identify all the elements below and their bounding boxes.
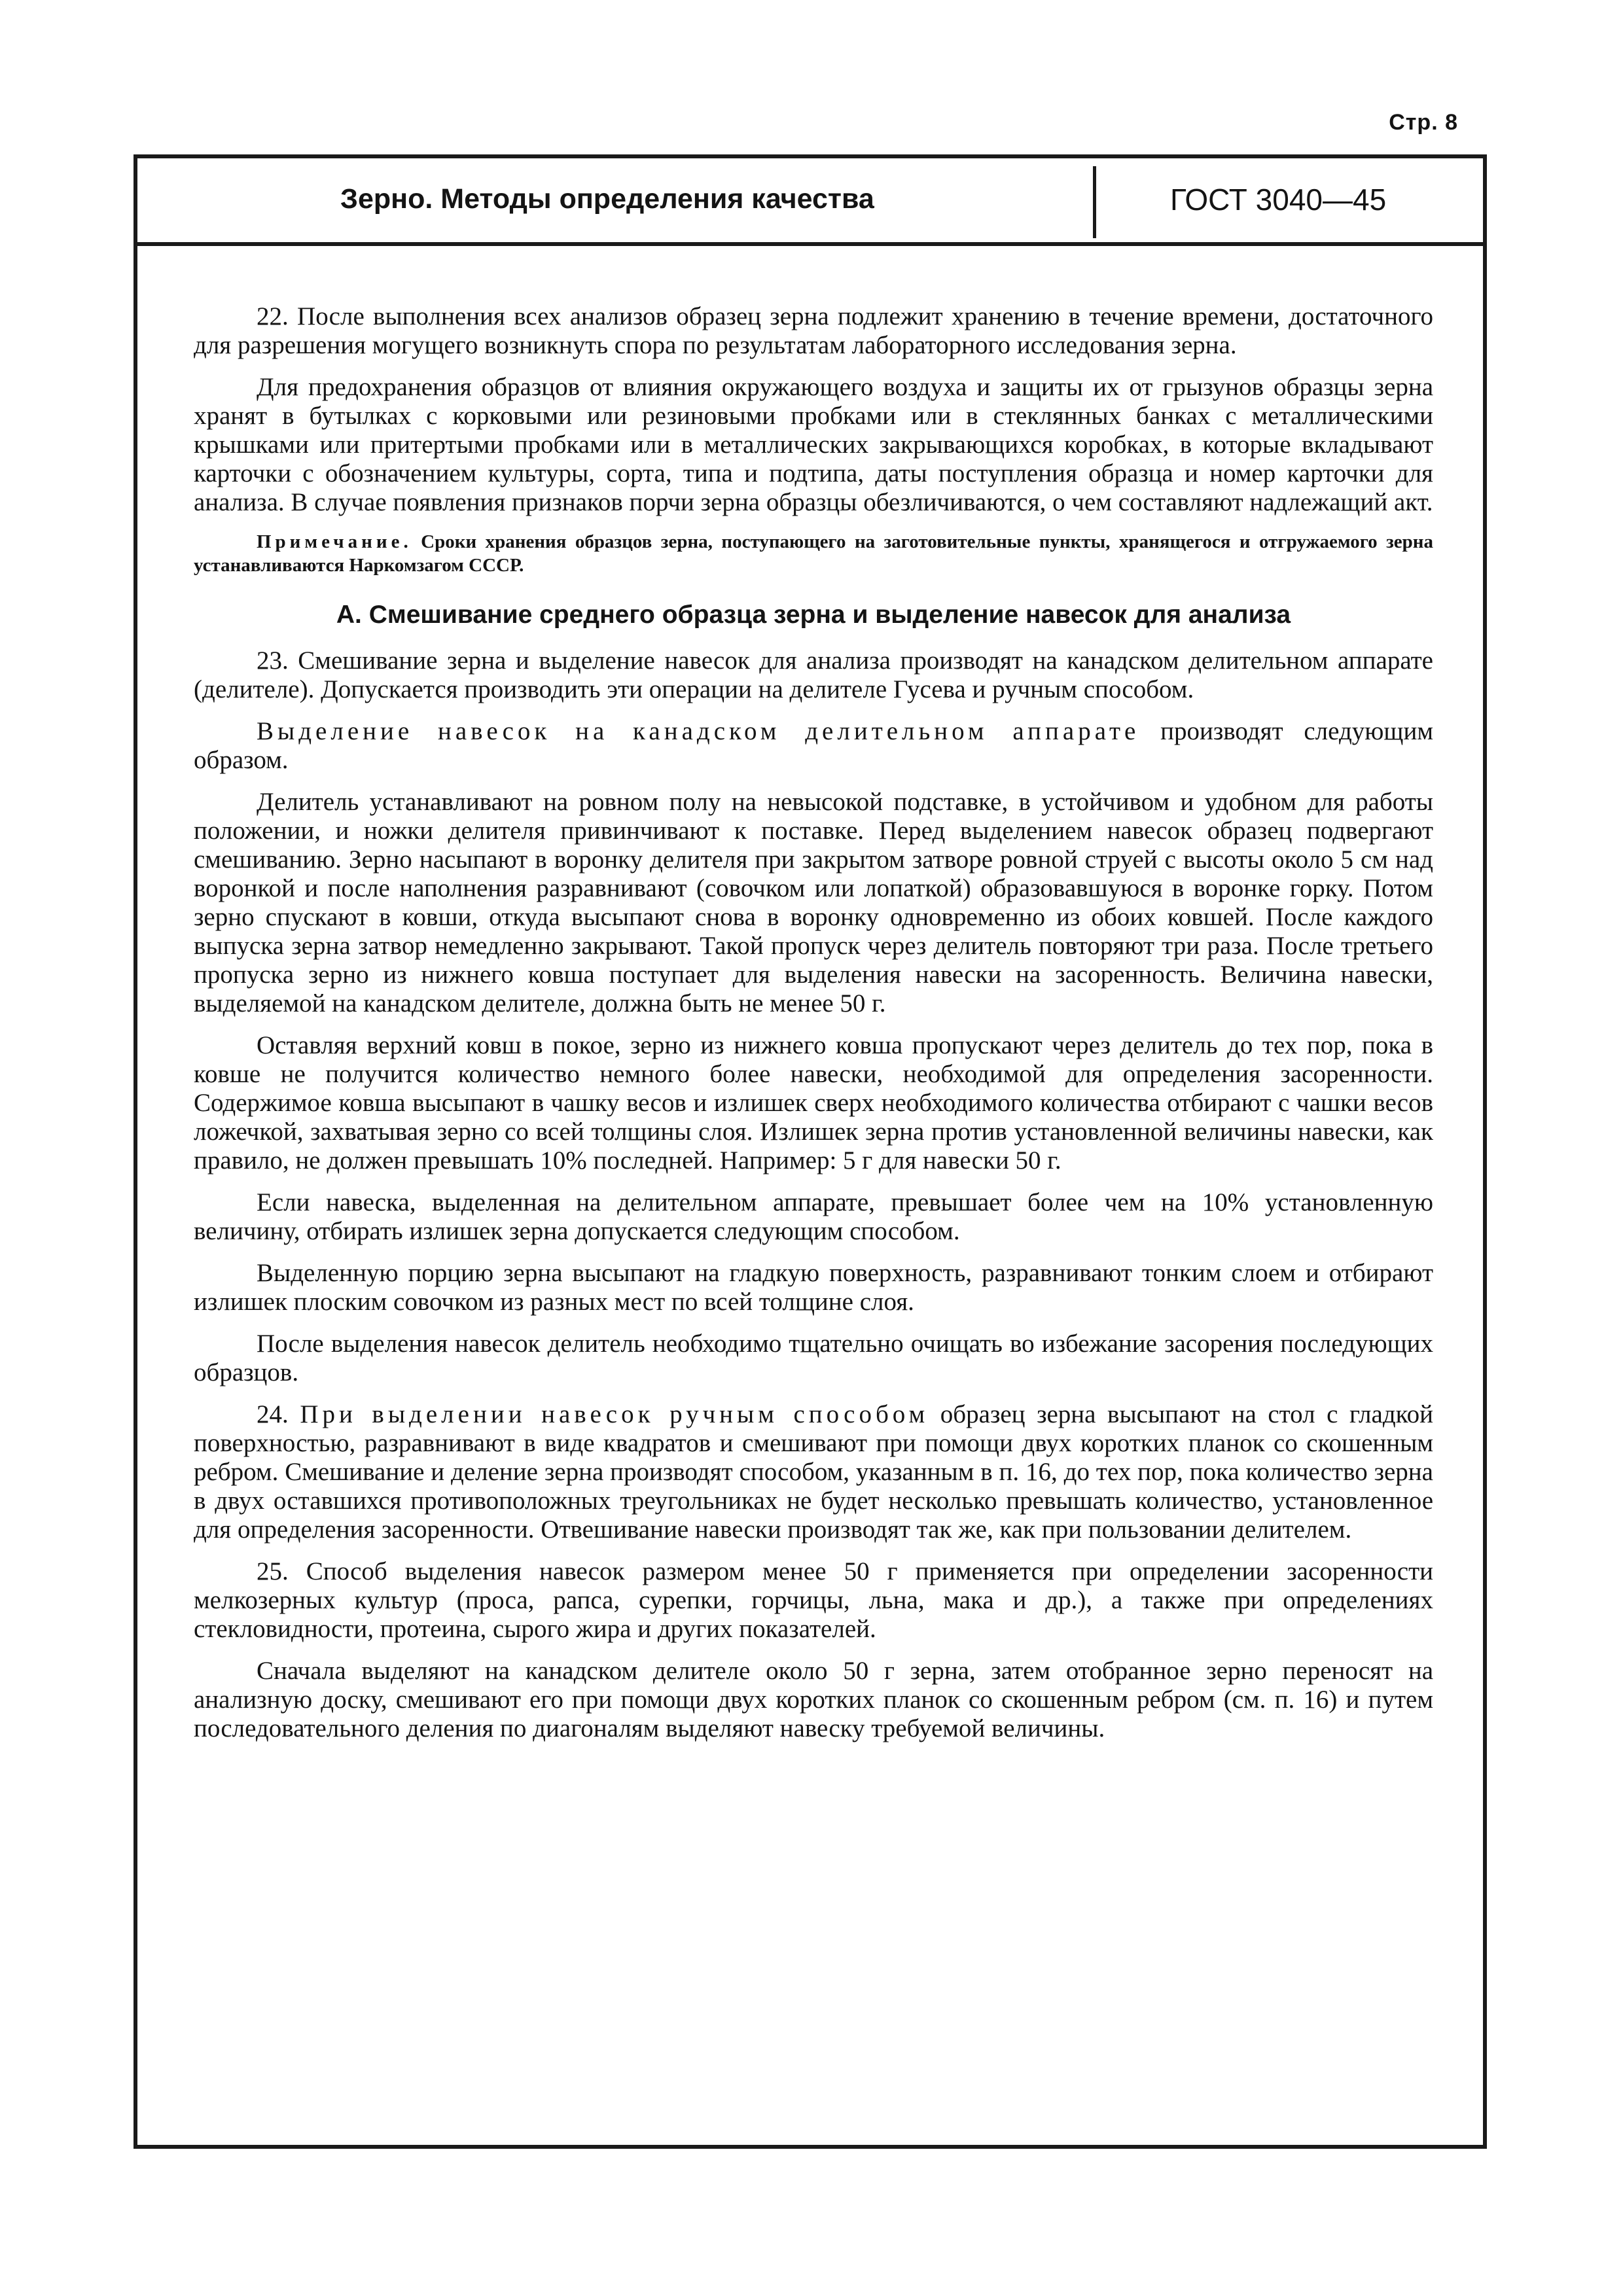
paragraph-24-number: 24. <box>257 1400 289 1428</box>
page-number: Стр. 8 <box>1389 110 1458 135</box>
paragraph-25: 25. Способ выделения навесок размером менее 50 г применяется при определении засоренности мелкозерных культур (проса, рапса, сурепки, горчицы, льна, мака и др.), а также при определениях стекловидности, протеина, сырого жира и других показателей. <box>194 1557 1433 1643</box>
paragraph-22: 22. После выполнения всех анализов образец зерна подлежит хранению в течение времени, достаточного для разрешения могущего возникнуть спора по результатам лабораторного исследования зерна. <box>194 302 1433 359</box>
paragraph-23-divider-setup: Делитель устанавливают на ровном полу на невысокой подставке, в устойчивом и удобном для работы положении, и ножки делителя привинчивают к поставке. Перед выделением навесок образец подвергают смешиванию. Зерно насыпают в воронку делителя при закрытом затворе ровной струей с высоты около 5 см над воронкой и после наполнения разравнивают (совочком или лопаткой) образовавшуюся в воронке горку. Потом зерно спускают в ковши, откуда высыпают снова в воронку одновременно из обоих ковшей. После каждого выпуска зерна затвор немедленно закрывают. Такой пропуск через делитель повторяют три раза. После третьего пропуска зерно из нижнего ковша поступает для выделения навески на засоренность. Величина навески, выделяемой на канадском делителе, должна быть не менее 50 г. <box>194 788 1433 1017</box>
page-header <box>137 158 1483 246</box>
paragraph-25-procedure: Сначала выделяют на канадском делителе около 50 г зерна, затем отобранное зерно переносят на анализную доску, смешивают его при помощи двух коротких планок со скошенным ребром (см. п. 16) и путем последовательного деления по диагоналям выделяют навеску требуемой величины. <box>194 1657 1433 1742</box>
paragraph-23-divider-method <box>194 717 1433 775</box>
emphasis-manual-method: При выделении навесок ручным способом <box>300 1400 929 1428</box>
note <box>194 530 1433 577</box>
paragraph-23: 23. Смешивание зерна и выделение навесок для анализа производят на канадском делительном аппарате (делителе). Допускается производить эти операции на делителе Гусева и ручным способом. <box>194 646 1433 703</box>
paragraph-24 <box>194 1400 1433 1544</box>
document-body <box>194 302 1433 1756</box>
paragraph-23-divider-method-rest: производят следующим образом. <box>194 717 1434 774</box>
paragraph-22-storage: Для предохранения образцов от влияния окружающего воздуха и защиты их от грызунов образцы зерна хранят в бутылках с корковыми или резиновыми пробками или в стеклянных банках с металлическими крышками или притертыми пробками или в металлических закрывающихся коробках, в которые вкладывают карточки с обозначением культуры, сорта, типа и подтипа, даты поступления образца и номер карточки для анализа. В случае появления признаков порчи зерна образцы обезличиваются, о чем составляют надлежащий акт. <box>194 373 1433 516</box>
page-frame <box>134 154 1487 2149</box>
note-text: Сроки хранения образцов зерна, поступающего на заготовительные пункты, хранящегося и отгружаемого зерна устанавливаются Наркомзагом СССР. <box>194 531 1433 576</box>
paragraph-23-surface: Выделенную порцию зерна высыпают на гладкую поверхность, разравнивают тонким слоем и отбирают излишек плоским совочком из разных мест по всей толщине слоя. <box>194 1259 1433 1316</box>
standard-code: ГОСТ 3040—45 <box>1170 183 1387 217</box>
paragraph-23-cleaning: После выделения навесок делитель необходимо тщательно очищать во избежание засорения последующих образцов. <box>194 1330 1433 1386</box>
paragraph-24-rest: образец зерна высыпают на стол с гладкой поверхностью, разравнивают в виде квадратов и смешивают при помощи двух коротких планок со скошенным ребром. Смешивание и деление зерна производят способом, указанным в п. 16, до тех пор, пока количество зерна в двух оставшихся противоположных треугольниках не будет несколько превышать количество, установленное для определения засоренности. Отвешивание навески производят так же, как при пользовании делителем. <box>194 1400 1433 1544</box>
header-divider <box>1093 166 1096 238</box>
paragraph-23-lower-bucket: Оставляя верхний ковш в покое, зерно из нижнего ковша пропускают через делитель до тех пор, пока в ковше не получится количество немного более навески, необходимой для определения засоренности. Содержимое ковша высыпают в чашку весов и излишек сверх необходимого количества отбирают с чашки весов ложечкой, захватывая зерно со всей толщины слоя. Излишек зерна против установленной величины навески, как правило, не должен превышать 10% последней. Например: 5 г для навески 50 г. <box>194 1031 1433 1174</box>
section-a-heading: А. Смешивание среднего образца зерна и выделение навесок для анализа <box>336 601 1291 629</box>
document-title: Зерно. Методы определения качества <box>340 183 874 215</box>
paragraph-23-excess: Если навеска, выделенная на делительном аппарате, превышает более чем на 10% установленную величину, отбирать излишек зерна допускается следующим способом. <box>194 1188 1433 1245</box>
emphasis-divider-method: Выделение навесок на канадском делительном аппарате <box>257 717 1140 745</box>
note-label: Примечание. <box>257 531 412 552</box>
